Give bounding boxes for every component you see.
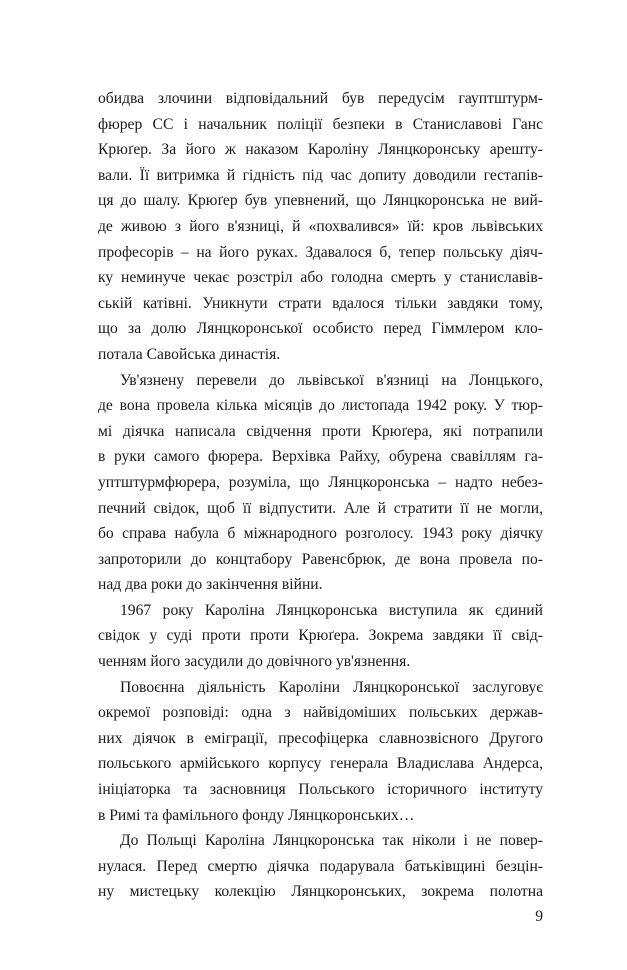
text-line: де живою з його в'язниці, й «похвалився» їй: кров львівських [98, 217, 543, 235]
text-line: Ув'язнену перевели до львівської в'язниці на Лонцького, [120, 371, 543, 389]
text-line: Крюґер. За його ж наказом Кароліну Лянцкоронську арешту- [98, 141, 543, 159]
text-line: Повоєнна діяльність Кароліни Лянцкоронської заслуговує [120, 678, 543, 696]
text-line: потала Савойська династія. [98, 345, 281, 363]
text-line: печний свідок, щоб її відпустити. Але й стратити її не могли, [98, 499, 543, 517]
text-line: де вона провела кілька місяців до листопада 1942 року. У тюр- [98, 397, 543, 415]
body-text [98, 86, 543, 905]
text-line: в Римі та фамільного фонду Лянцкоронських… [98, 806, 415, 824]
text-line: ну мистецьку колекцію Лянцкоронських, зокрема полотна [98, 883, 543, 901]
paragraph [98, 675, 543, 829]
text-line: фюрер СС і начальник поліції безпеки в Станиславові Ганс [98, 115, 543, 133]
text-line: професорів – на його руках. Здавалося б, тепер польську діяч- [98, 243, 543, 261]
text-line: в руки самого фюрера. Верхівка Райху, обурена свавіллям га- [98, 448, 543, 466]
text-line: що за долю Лянцкоронської особисто перед Гіммлером кло- [98, 320, 543, 338]
text-line: нулася. Перед смертю діячка подарувала батьківщині безцін- [98, 857, 543, 875]
paragraph [98, 86, 543, 368]
text-line: ку неминуче чекає розстріл або голодна смерть у станиславів- [98, 269, 543, 287]
paragraph [98, 828, 543, 905]
text-line: ініціаторка та засновниця Польського історичного інституту [98, 781, 543, 799]
text-line: ській катівні. Уникнути страти вдалося тільки завдяки тому, [98, 294, 543, 312]
paragraph [98, 368, 543, 598]
text-line: окремої розповіді: одна з найвідоміших польських держав- [98, 704, 543, 722]
page-number: 9 [535, 908, 543, 925]
text-line: обидва злочини відповідальний був передусім гауптштурм- [98, 90, 543, 107]
paragraph [98, 598, 543, 675]
text-line: уптштурмфюрера, розуміла, що Лянцкоронська – надто небез- [98, 473, 543, 491]
text-line: ця до шалу. Крюґер був упевнений, що Лянцкоронська не вий- [98, 192, 543, 210]
text-line: запроторили до концтабору Равенсбрюк, де вона провела по- [98, 550, 543, 568]
text-line: бо справа набула б міжнародного розголосу. 1943 року діячку [98, 525, 543, 543]
text-line: 1967 року Кароліна Лянцкоронська виступила як єдиний [120, 601, 543, 619]
text-line: ченням його засудили до довічного ув'язнення. [98, 653, 411, 671]
text-line: вали. Її витримка й гідність під час допиту доводили гестапів- [98, 166, 543, 184]
text-line: над два роки до закінчення війни. [98, 576, 323, 594]
text-line: мі діячка написала свідчення проти Крюґера, які потрапили [98, 422, 543, 440]
text-line: свідок у суді проти проти Крюґера. Зокрема завдяки її свід- [98, 627, 543, 645]
text-line: польського армійського корпусу генерала Владислава Андерса, [98, 755, 543, 773]
text-line: них діячок в еміграції, пресофіцерка славнозвісного Другого [98, 729, 543, 747]
text-line: До Польщі Кароліна Лянцкоронська так ніколи і не повер- [120, 832, 543, 850]
